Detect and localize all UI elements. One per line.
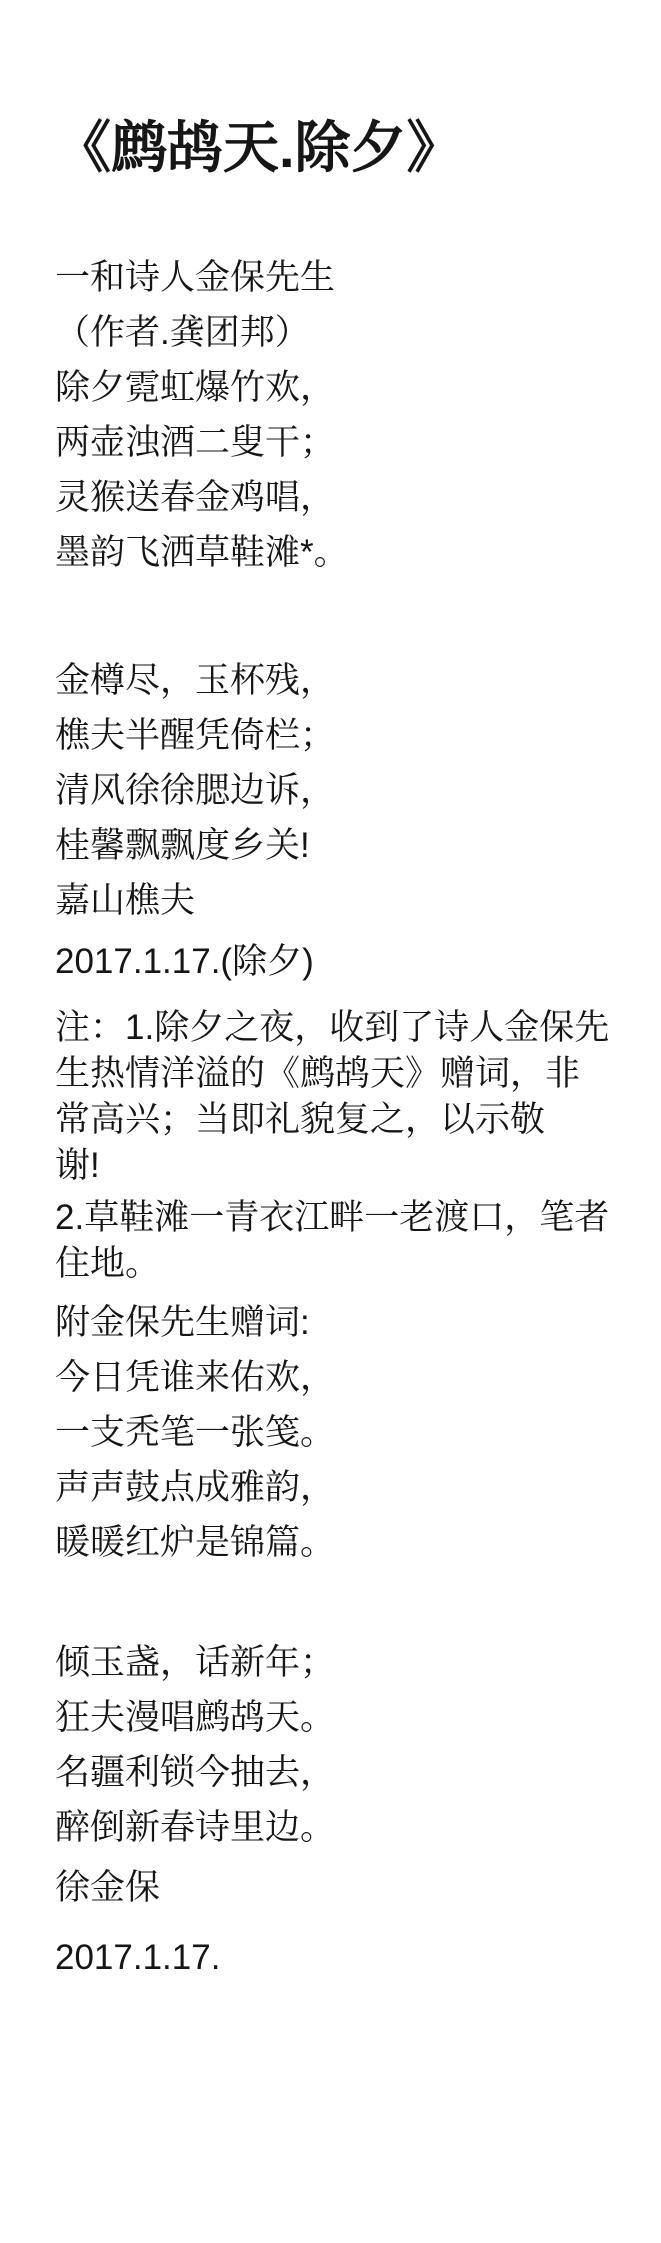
poem-line: 名疆利锁今抽去， [55, 1753, 336, 1792]
signature-line: 嘉山樵夫 [55, 881, 196, 920]
poem-title: 《鹧鸪天.除夕》 [55, 116, 463, 179]
dedication-line: 一和诗人金保先生 [55, 258, 336, 297]
poem-line: 今日凭谁来佑欢， [55, 1358, 336, 1397]
poem-line: 两壶浊酒二叟干； [55, 423, 336, 462]
stanza-2 [55, 653, 635, 873]
poem-line: 樵夫半醒凭倚栏； [55, 716, 336, 755]
note-1 [55, 1005, 635, 1189]
appendix-stanza-2 [55, 1635, 635, 1855]
poem-line: 灵猴送春金鸡唱， [55, 478, 336, 517]
poem-line: 墨韵飞洒草鞋滩*。 [55, 533, 349, 572]
poem-line: 金樽尽，玉杯残， [55, 661, 336, 700]
poem-line: 除夕霓虹爆竹欢， [55, 368, 336, 407]
author-line: （作者.龚团邦） [55, 313, 310, 352]
date-line: 2017.1.17.(除夕) [55, 942, 314, 981]
poem-line: 一支秃笔一张笺。 [55, 1413, 336, 1452]
note-line: 谢! [55, 1146, 100, 1185]
note-line: 常高兴；当即礼貌复之，以示敬 [55, 1100, 546, 1139]
note-2 [55, 1195, 635, 1287]
poem-page [0, 112, 661, 1985]
note-line: 2.草鞋滩一青衣江畔一老渡口，笔者 [55, 1198, 610, 1237]
poem-line: 醉倒新春诗里边。 [55, 1808, 336, 1847]
poem-line: 清风徐徐腮边诉， [55, 771, 336, 810]
appendix-stanza-1 [55, 1350, 635, 1570]
note-line: 注：1.除夕之夜，收到了诗人金保先 [55, 1008, 610, 1047]
poem-line: 倾玉盏，话新年； [55, 1643, 336, 1682]
appendix-heading: 附金保先生赠词: [55, 1303, 310, 1342]
note-line: 住地。 [55, 1244, 161, 1283]
poem-line: 声声鼓点成雅韵， [55, 1468, 336, 1507]
poem-line: 桂馨飘飘度乡关! [55, 826, 310, 865]
appendix-signature-line: 徐金保 [55, 1868, 161, 1907]
appendix-date-line: 2017.1.17. [55, 1938, 221, 1977]
stanza-1 [55, 360, 635, 580]
poem-line: 狂夫漫唱鹧鸪天。 [55, 1698, 336, 1737]
poem-line: 暖暖红炉是锦篇。 [55, 1523, 336, 1562]
note-line: 生热情洋溢的《鹧鸪天》赠词，非 [55, 1054, 581, 1093]
